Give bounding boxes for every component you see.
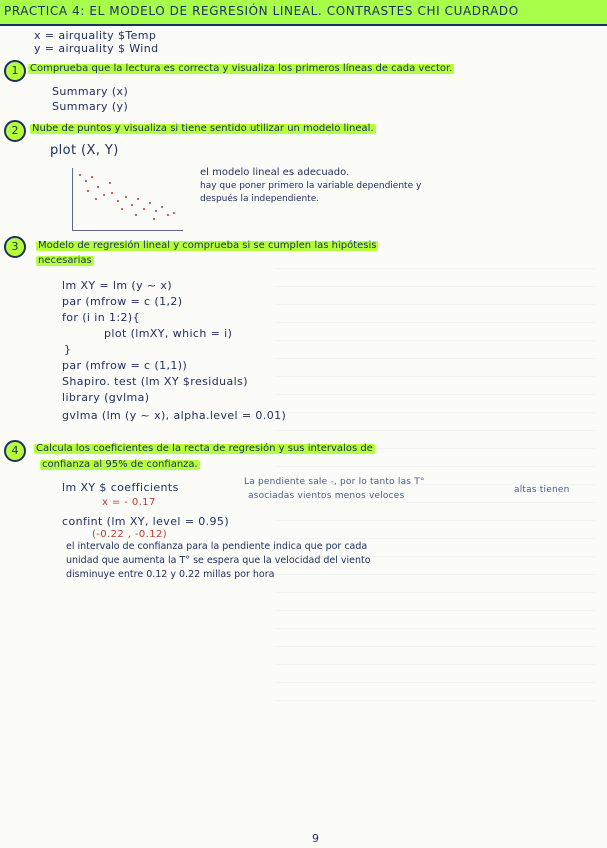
page-number: 9 <box>312 832 319 845</box>
slope-note-line-2: asociadas vientos menos veloces <box>248 491 405 501</box>
section-2-comment: hay que poner primero la variable dependiente y <box>200 181 422 191</box>
scatter-point <box>103 194 105 196</box>
section-4-code-line: confint (lm XY, level = 0.95) <box>62 515 230 528</box>
scatter-point <box>91 176 93 178</box>
scatter-point <box>137 198 139 200</box>
scatter-point <box>121 208 123 210</box>
section-3-code-line: plot (lmXY, which = i) <box>104 327 233 340</box>
section-3-code-line: library (gvlma) <box>62 391 150 404</box>
scatter-point <box>173 212 175 214</box>
section-4-heading-line-2: confianza al 95% de confianza. <box>42 459 198 470</box>
scatter-point <box>155 210 157 212</box>
section-3-code-line: } <box>64 343 72 356</box>
scatter-point <box>125 196 127 198</box>
section-3-code-line: par (mfrow = c (1,2) <box>62 295 183 308</box>
slope-note-line-1b: altas tienen <box>514 485 570 495</box>
scatter-point <box>117 200 119 202</box>
section-number-4: 4 <box>4 440 26 462</box>
section-4-heading-line-1: Calcula los coeficientes de la recta de regresión y sus intervalos de <box>36 443 373 454</box>
scatter-point <box>161 206 163 208</box>
page-title: PRACTICA 4: EL MODELO DE REGRESIÓN LINEAL. CONTRASTES CHI CUADRADO <box>4 4 519 18</box>
section-number-2: 2 <box>4 120 26 142</box>
x-definition: x = airquality $Temp <box>34 29 157 42</box>
scatter-point <box>135 214 137 216</box>
scatter-point <box>153 218 155 220</box>
scatter-point <box>167 214 169 216</box>
interpretation-line-3: disminuye entre 0.12 y 0.22 millas por hora <box>66 569 275 580</box>
section-3-heading-line-1: Modelo de regresión lineal y comprueba si se cumplen las hipótesis <box>38 240 377 251</box>
section-3-code-line: lm XY = lm (y ~ x) <box>62 279 173 292</box>
coefficient-value: x = - 0.17 <box>102 497 156 508</box>
section-1-heading: Comprueba que la lectura es correcta y visualiza los primeros líneas de cada vector. <box>30 63 453 74</box>
scatter-plot-sketch <box>72 168 183 231</box>
scatter-point <box>131 204 133 206</box>
scatter-point <box>95 198 97 200</box>
confidence-interval-value: (-0.22 , -0.12) <box>92 529 168 540</box>
interpretation-line-1: el intervalo de confianza para la pendiente indica que por cada <box>66 541 368 552</box>
y-definition: y = airquality $ Wind <box>34 42 159 55</box>
section-3-heading-line-2: necesarias <box>38 255 92 266</box>
scatter-point <box>85 180 87 182</box>
section-2-code-line: plot (X, Y) <box>50 143 119 158</box>
section-number-3: 3 <box>4 236 26 258</box>
scatter-point <box>97 186 99 188</box>
section-1-code-line: Summary (y) <box>52 100 129 113</box>
scatter-point <box>109 182 111 184</box>
scatter-point <box>149 202 151 204</box>
section-2-comment: después la independiente. <box>200 194 320 204</box>
scatter-point <box>79 174 81 176</box>
scatter-point <box>143 208 145 210</box>
scatter-point <box>87 190 89 192</box>
section-3-code-line: gvlma (lm (y ~ x), alpha.level = 0.01) <box>62 409 287 422</box>
section-2-heading: Nube de puntos y visualiza si tiene sentido utilizar un modelo lineal. <box>32 123 374 134</box>
interpretation-line-2: unidad que aumenta la T° se espera que la velocidad del viento <box>66 555 371 566</box>
section-3-code-line: par (mfrow = c (1,1)) <box>62 359 188 372</box>
section-3-code-line: Shapiro. test (lm XY $residuals) <box>62 375 248 388</box>
slope-note-line-1: La pendiente sale -, por lo tanto las T° <box>244 477 425 487</box>
section-3-code-line: for (i in 1:2){ <box>62 311 140 324</box>
section-number-1: 1 <box>4 60 26 82</box>
scatter-point <box>111 192 113 194</box>
section-4-code-line: lm XY $ coefficients <box>62 481 179 494</box>
section-2-comment: el modelo lineal es adecuado. <box>200 167 350 178</box>
section-1-code-line: Summary (x) <box>52 85 129 98</box>
